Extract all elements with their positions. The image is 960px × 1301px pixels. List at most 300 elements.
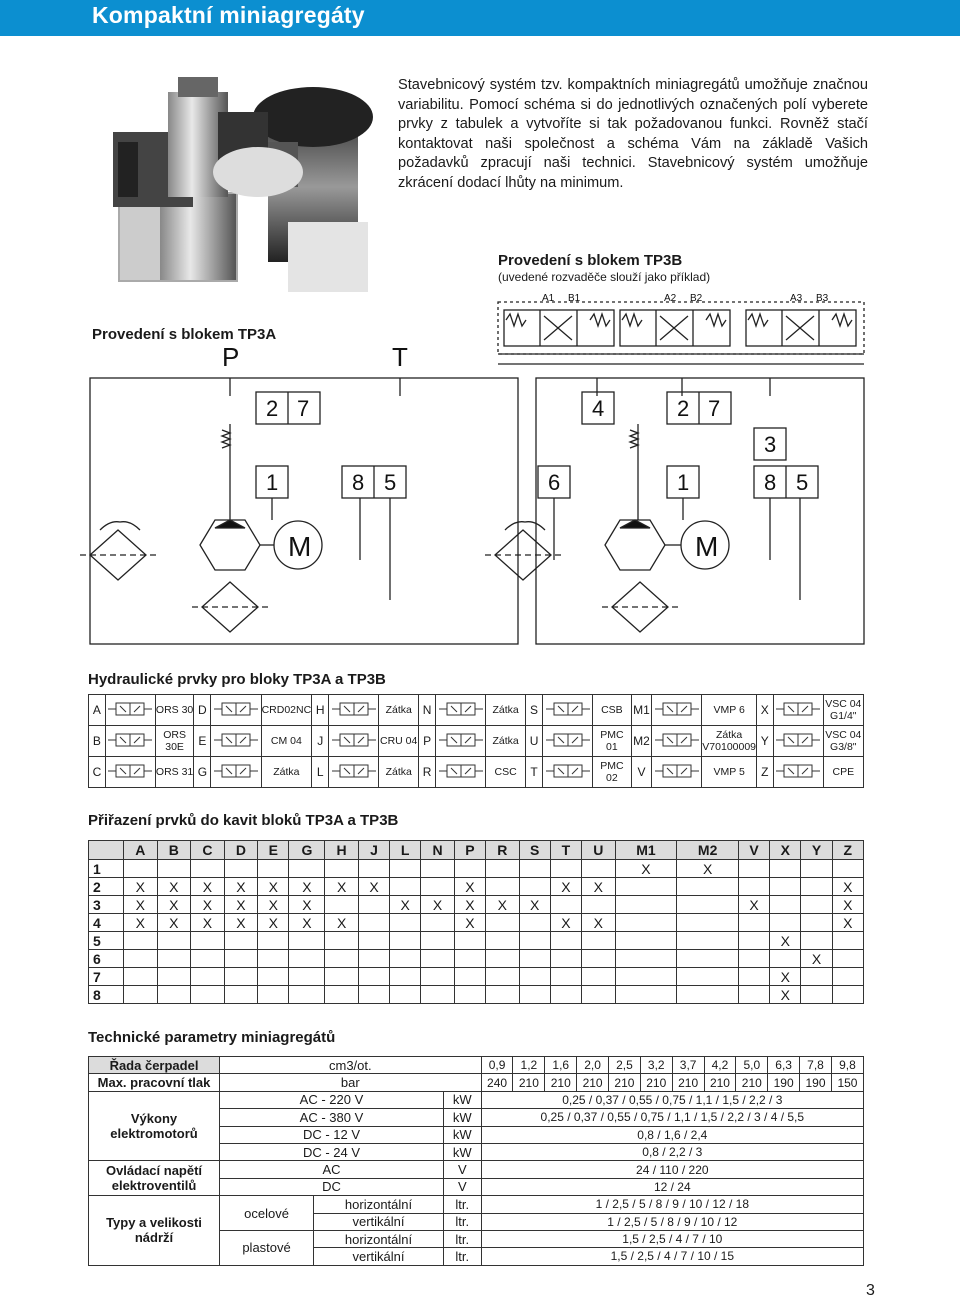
table-cell [289, 860, 325, 878]
table-cell [550, 968, 581, 986]
motor-values: 0,8 / 1,6 / 2,4 [481, 1126, 863, 1143]
table-cell [124, 950, 158, 968]
table-cell: X [801, 950, 832, 968]
table-cell [770, 914, 801, 932]
table-cell: X [677, 860, 739, 878]
hydraulic-symbol-icon [542, 726, 592, 757]
cavity-number: 7 [708, 396, 721, 421]
element-letter: H [312, 695, 329, 726]
assign-table [88, 840, 864, 1004]
table-cell [224, 932, 258, 950]
table-cell: X [832, 914, 863, 932]
element-name: VMP 6 [702, 695, 757, 726]
element-name: VMP 5 [702, 757, 757, 788]
pump-size: 9,8 [831, 1057, 863, 1074]
table-cell: X [770, 968, 801, 986]
tank-values: 1,5 / 2,5 / 4 / 7 / 10 / 15 [481, 1248, 863, 1265]
tank-unit: ltr. [443, 1248, 481, 1265]
cavity-number: 4 [592, 396, 605, 421]
table-cell [582, 896, 616, 914]
table-cell [582, 968, 616, 986]
table-cell [325, 950, 359, 968]
table-cell: X [550, 914, 581, 932]
table-cell [615, 878, 677, 896]
motor-values: 0,25 / 0,37 / 0,55 / 0,75 / 1,1 / 1,5 / 2,2 / 3 [481, 1091, 863, 1108]
tp3b-subtitle: (uvedené rozvaděče slouží jako příklad) [498, 270, 711, 284]
table-cell [582, 986, 616, 1004]
table-cell [258, 932, 289, 950]
element-name: VSC 04 G1/4" [823, 695, 863, 726]
table-cell [801, 932, 832, 950]
pressure-value: 210 [640, 1074, 672, 1091]
table-cell [157, 986, 191, 1004]
table-cell [615, 932, 677, 950]
table-row [89, 950, 864, 968]
table-cell [550, 986, 581, 1004]
port-label: A1 [542, 293, 555, 304]
table-cell [739, 914, 770, 932]
table-cell [224, 968, 258, 986]
voltage-type: DC [220, 1178, 444, 1195]
table-cell [390, 986, 421, 1004]
table-cell [519, 932, 550, 950]
pressure-value: 210 [672, 1074, 704, 1091]
table-cell [582, 950, 616, 968]
table-cell [677, 932, 739, 950]
table-cell [358, 986, 389, 1004]
table-cell [258, 950, 289, 968]
tank-orientation: horizontální [314, 1230, 444, 1247]
row-label: 3 [89, 896, 124, 914]
table-cell [224, 860, 258, 878]
hydraulic-symbol-icon [329, 695, 379, 726]
element-letter: Z [757, 757, 774, 788]
table-cell [325, 932, 359, 950]
pump-size: 2,0 [577, 1057, 609, 1074]
table-cell [550, 950, 581, 968]
column-header: N [421, 841, 455, 860]
table-cell [390, 950, 421, 968]
row-label: 8 [89, 986, 124, 1004]
column-header: Y [801, 841, 832, 860]
tank-values: 1 / 2,5 / 5 / 8 / 9 / 10 / 12 [481, 1213, 863, 1230]
tank-values: 1 / 2,5 / 5 / 8 / 9 / 10 / 12 / 18 [481, 1196, 863, 1213]
table-cell [421, 932, 455, 950]
column-header: G [289, 841, 325, 860]
table-cell [358, 896, 389, 914]
table-cell [325, 968, 359, 986]
table-cell [325, 860, 359, 878]
table-cell: X [454, 914, 485, 932]
element-name: Zátka V70100009 [702, 726, 757, 757]
table-cell [739, 968, 770, 986]
table-cell: X [421, 896, 455, 914]
table-cell [832, 968, 863, 986]
port-p: P [222, 342, 240, 372]
motor-type: DC - 12 V [220, 1126, 444, 1143]
table-cell [550, 860, 581, 878]
cavity-number: 1 [677, 470, 690, 495]
params-table [88, 1056, 864, 1266]
table-cell [677, 896, 739, 914]
element-letter: U [526, 726, 543, 757]
table-cell [801, 878, 832, 896]
element-name: Zátka [261, 757, 312, 788]
table-cell: X [124, 914, 158, 932]
port-label: B2 [690, 293, 703, 304]
table-cell [421, 914, 455, 932]
table-cell: X [157, 914, 191, 932]
table-cell: X [124, 896, 158, 914]
table-cell: X [258, 896, 289, 914]
pump-size: 7,8 [800, 1057, 832, 1074]
table-cell [677, 950, 739, 968]
table-cell [739, 932, 770, 950]
table-cell: X [224, 914, 258, 932]
table-cell [358, 968, 389, 986]
table-cell: X [224, 896, 258, 914]
motor-symbol: M [695, 531, 719, 562]
cavity-number: 7 [297, 396, 310, 421]
table-cell [157, 932, 191, 950]
table-cell [486, 950, 520, 968]
hydraulic-symbol-icon [436, 757, 486, 788]
table-cell [454, 968, 485, 986]
table-cell [289, 932, 325, 950]
voltage-values: 12 / 24 [481, 1178, 863, 1195]
table-cell [832, 860, 863, 878]
hydraulic-symbol-icon [542, 757, 592, 788]
table-cell [258, 968, 289, 986]
hydraulic-symbol-icon [211, 695, 261, 726]
column-header: A [124, 841, 158, 860]
element-letter: D [194, 695, 211, 726]
table-cell [519, 986, 550, 1004]
pressure-value: 210 [513, 1074, 545, 1091]
table-cell: X [454, 878, 485, 896]
column-header: C [191, 841, 225, 860]
table-cell [615, 896, 677, 914]
table-row [89, 1161, 864, 1178]
motor-values: 0,8 / 2,2 / 3 [481, 1143, 863, 1160]
motor-type: AC - 220 V [220, 1091, 444, 1108]
table-row [89, 932, 864, 950]
intro-text: Stavebnicový systém tzv. kompaktních miniagregátů umožňuje značnou variabilitu. Pomocí schéma si do jednotlivých označených polí vyberete prvky z tabulek a vytvoříte si tak požadovanou funkci. Rovněž stačí kontaktovat naši společnost a schéma Vám na základě Vašich požadavků zpracují naši technici. Stavebnicový systém umožňuje zkrácení dodací lhůty na minimum. [398, 77, 868, 191]
hydraulic-symbol-icon [329, 757, 379, 788]
element-row [89, 726, 864, 757]
table-cell [677, 968, 739, 986]
table-cell: X [550, 878, 581, 896]
table-cell: X [191, 896, 225, 914]
element-letter: P [419, 726, 436, 757]
table-cell: X [358, 878, 389, 896]
element-row [89, 695, 864, 726]
element-row [89, 757, 864, 788]
pump-size: 0,9 [481, 1057, 513, 1074]
page-title: Kompaktní miniagregáty [92, 2, 365, 28]
pump-size: 3,2 [640, 1057, 672, 1074]
column-header: L [390, 841, 421, 860]
element-letter: J [312, 726, 329, 757]
table-row [89, 896, 864, 914]
table-cell: X [770, 932, 801, 950]
row-label: 7 [89, 968, 124, 986]
table-cell: X [454, 896, 485, 914]
motor-unit: kW [443, 1143, 481, 1160]
table-cell [224, 950, 258, 968]
table-cell [519, 914, 550, 932]
table-cell [325, 986, 359, 1004]
table-cell [486, 914, 520, 932]
hydraulic-symbol-icon [211, 757, 261, 788]
column-header: M2 [677, 841, 739, 860]
pump-size: 6,3 [768, 1057, 800, 1074]
element-name: Zátka [486, 695, 526, 726]
pump-size: 2,5 [609, 1057, 641, 1074]
table-cell [358, 860, 389, 878]
column-header: U [582, 841, 616, 860]
cavity-number: 1 [266, 470, 279, 495]
voltage-values: 24 / 110 / 220 [481, 1161, 863, 1178]
port-label: A3 [790, 293, 803, 304]
table-cell: X [519, 896, 550, 914]
table-cell: X [582, 878, 616, 896]
table-cell [677, 914, 739, 932]
table-cell [615, 914, 677, 932]
table-cell [770, 878, 801, 896]
table-cell [421, 878, 455, 896]
hydraulic-symbol-icon [652, 695, 702, 726]
port-t: T [392, 342, 408, 372]
table-cell [421, 860, 455, 878]
hydraulic-symbol-icon [105, 695, 155, 726]
table-cell [519, 878, 550, 896]
table-cell: X [191, 914, 225, 932]
table-cell [191, 932, 225, 950]
hydraulic-symbol-icon [773, 757, 823, 788]
row-label: 2 [89, 878, 124, 896]
table-cell [739, 950, 770, 968]
table-cell: X [157, 896, 191, 914]
element-name: CM 04 [261, 726, 312, 757]
cavity-number: 5 [384, 470, 397, 495]
table-cell [191, 860, 225, 878]
tank-material: plastové [220, 1230, 314, 1265]
column-header: M1 [615, 841, 677, 860]
table-cell [191, 986, 225, 1004]
table-cell [832, 950, 863, 968]
column-header: J [358, 841, 389, 860]
table-cell [832, 986, 863, 1004]
motor-values: 0,25 / 0,37 / 0,55 / 0,75 / 1,1 / 1,5 / 2,2 / 3 / 4 / 5,5 [481, 1109, 863, 1126]
table-cell [677, 878, 739, 896]
element-letter: B [89, 726, 106, 757]
hydraulic-symbol-icon [105, 757, 155, 788]
tank-orientation: vertikální [314, 1248, 444, 1265]
table-cell [358, 950, 389, 968]
element-letter: C [89, 757, 106, 788]
element-name: CPE [823, 757, 863, 788]
element-name: PMC 01 [593, 726, 632, 757]
table-cell: X [615, 860, 677, 878]
table-cell [421, 986, 455, 1004]
hydraulic-symbol-icon [436, 726, 486, 757]
params-title: Technické parametry miniagregátů [88, 1029, 336, 1046]
table-cell [358, 932, 389, 950]
tank-unit: ltr. [443, 1196, 481, 1213]
column-header: X [770, 841, 801, 860]
voltage-unit: V [443, 1178, 481, 1195]
element-letter: L [312, 757, 329, 788]
table-cell [801, 968, 832, 986]
table-cell [191, 968, 225, 986]
table-cell [390, 968, 421, 986]
table-cell [519, 860, 550, 878]
element-name: Zátka [486, 726, 526, 757]
column-header: E [258, 841, 289, 860]
table-cell: X [486, 896, 520, 914]
table-cell [486, 986, 520, 1004]
table-row [89, 1074, 864, 1091]
element-letter: M2 [631, 726, 652, 757]
table-row [89, 1057, 864, 1074]
pump-size: 4,2 [704, 1057, 736, 1074]
table-cell [390, 860, 421, 878]
table-cell [739, 860, 770, 878]
table-cell [390, 932, 421, 950]
hydraulic-symbol-icon [542, 695, 592, 726]
row-label: 6 [89, 950, 124, 968]
assign-title: Přiřazení prvků do kavit bloků TP3A a TP3B [88, 812, 399, 829]
element-letter: S [526, 695, 543, 726]
table-cell [801, 896, 832, 914]
element-letter: M1 [631, 695, 652, 726]
page-number: 3 [866, 1282, 875, 1299]
table-cell [770, 860, 801, 878]
hydraulic-symbol-icon [652, 726, 702, 757]
table-cell [289, 950, 325, 968]
hydraulic-symbol-icon [105, 726, 155, 757]
param-label: Typy a velikosti nádrží [89, 1196, 220, 1266]
table-cell [486, 878, 520, 896]
element-letter: V [631, 757, 652, 788]
row-label: 5 [89, 932, 124, 950]
table-cell [770, 950, 801, 968]
column-header: H [325, 841, 359, 860]
element-letter: E [194, 726, 211, 757]
pressure-value: 210 [577, 1074, 609, 1091]
table-cell [739, 878, 770, 896]
table-cell [289, 968, 325, 986]
table-cell [454, 860, 485, 878]
table-cell [157, 968, 191, 986]
hydraulic-symbol-icon [436, 695, 486, 726]
element-letter: A [89, 695, 106, 726]
pressure-value: 210 [545, 1074, 577, 1091]
element-name: VSC 04 G3/8" [823, 726, 863, 757]
table-cell [358, 914, 389, 932]
pump-size: 1,6 [545, 1057, 577, 1074]
table-cell: X [258, 914, 289, 932]
pressure-value: 150 [831, 1074, 863, 1091]
table-cell: X [582, 914, 616, 932]
element-name: ORS 30E [155, 726, 193, 757]
table-cell [770, 896, 801, 914]
table-cell [486, 968, 520, 986]
table-cell [289, 986, 325, 1004]
table-cell [519, 968, 550, 986]
hydraulic-symbol-icon [773, 726, 823, 757]
column-header: S [519, 841, 550, 860]
table-row [89, 1196, 864, 1213]
table-cell [832, 932, 863, 950]
table-cell [124, 932, 158, 950]
element-name: CRD02NC [261, 695, 312, 726]
table-cell: X [832, 896, 863, 914]
tank-orientation: horizontální [314, 1196, 444, 1213]
column-header: Z [832, 841, 863, 860]
element-name: CSC [486, 757, 526, 788]
motor-unit: kW [443, 1126, 481, 1143]
element-letter: R [419, 757, 436, 788]
column-header: V [739, 841, 770, 860]
port-label: B3 [816, 293, 829, 304]
table-cell [615, 986, 677, 1004]
column-header: R [486, 841, 520, 860]
column-header: T [550, 841, 581, 860]
pressure-value: 190 [800, 1074, 832, 1091]
table-cell: X [325, 878, 359, 896]
table-cell [157, 950, 191, 968]
tank-unit: ltr. [443, 1213, 481, 1230]
tank-values: 1,5 / 2,5 / 4 / 7 / 10 [481, 1230, 863, 1247]
element-letter: T [526, 757, 543, 788]
table-cell: X [832, 878, 863, 896]
element-name: ORS 31 [155, 757, 193, 788]
table-cell [325, 896, 359, 914]
pressure-value: 240 [481, 1074, 513, 1091]
table-cell [550, 932, 581, 950]
elements-table [88, 694, 864, 788]
voltage-unit: V [443, 1161, 481, 1178]
table-cell [582, 860, 616, 878]
element-letter: X [757, 695, 774, 726]
element-name: CRU 04 [379, 726, 419, 757]
voltage-type: AC [220, 1161, 444, 1178]
pump-size: 5,0 [736, 1057, 768, 1074]
element-name: Zátka [379, 757, 419, 788]
cavity-number: 2 [677, 396, 690, 421]
table-cell [801, 860, 832, 878]
table-cell [550, 896, 581, 914]
motor-unit: kW [443, 1091, 481, 1108]
table-cell: X [739, 896, 770, 914]
table-row [89, 1091, 864, 1108]
table-cell [801, 914, 832, 932]
param-unit: bar [220, 1074, 482, 1091]
table-row [89, 860, 864, 878]
pressure-value: 210 [704, 1074, 736, 1091]
tank-unit: ltr. [443, 1230, 481, 1247]
element-name: Zátka [379, 695, 419, 726]
element-letter: Y [757, 726, 774, 757]
table-cell [582, 932, 616, 950]
table-cell [454, 950, 485, 968]
tp3b-title: Provedení s blokem TP3B [498, 252, 683, 269]
table-cell [191, 950, 225, 968]
table-cell [124, 968, 158, 986]
column-header: D [224, 841, 258, 860]
